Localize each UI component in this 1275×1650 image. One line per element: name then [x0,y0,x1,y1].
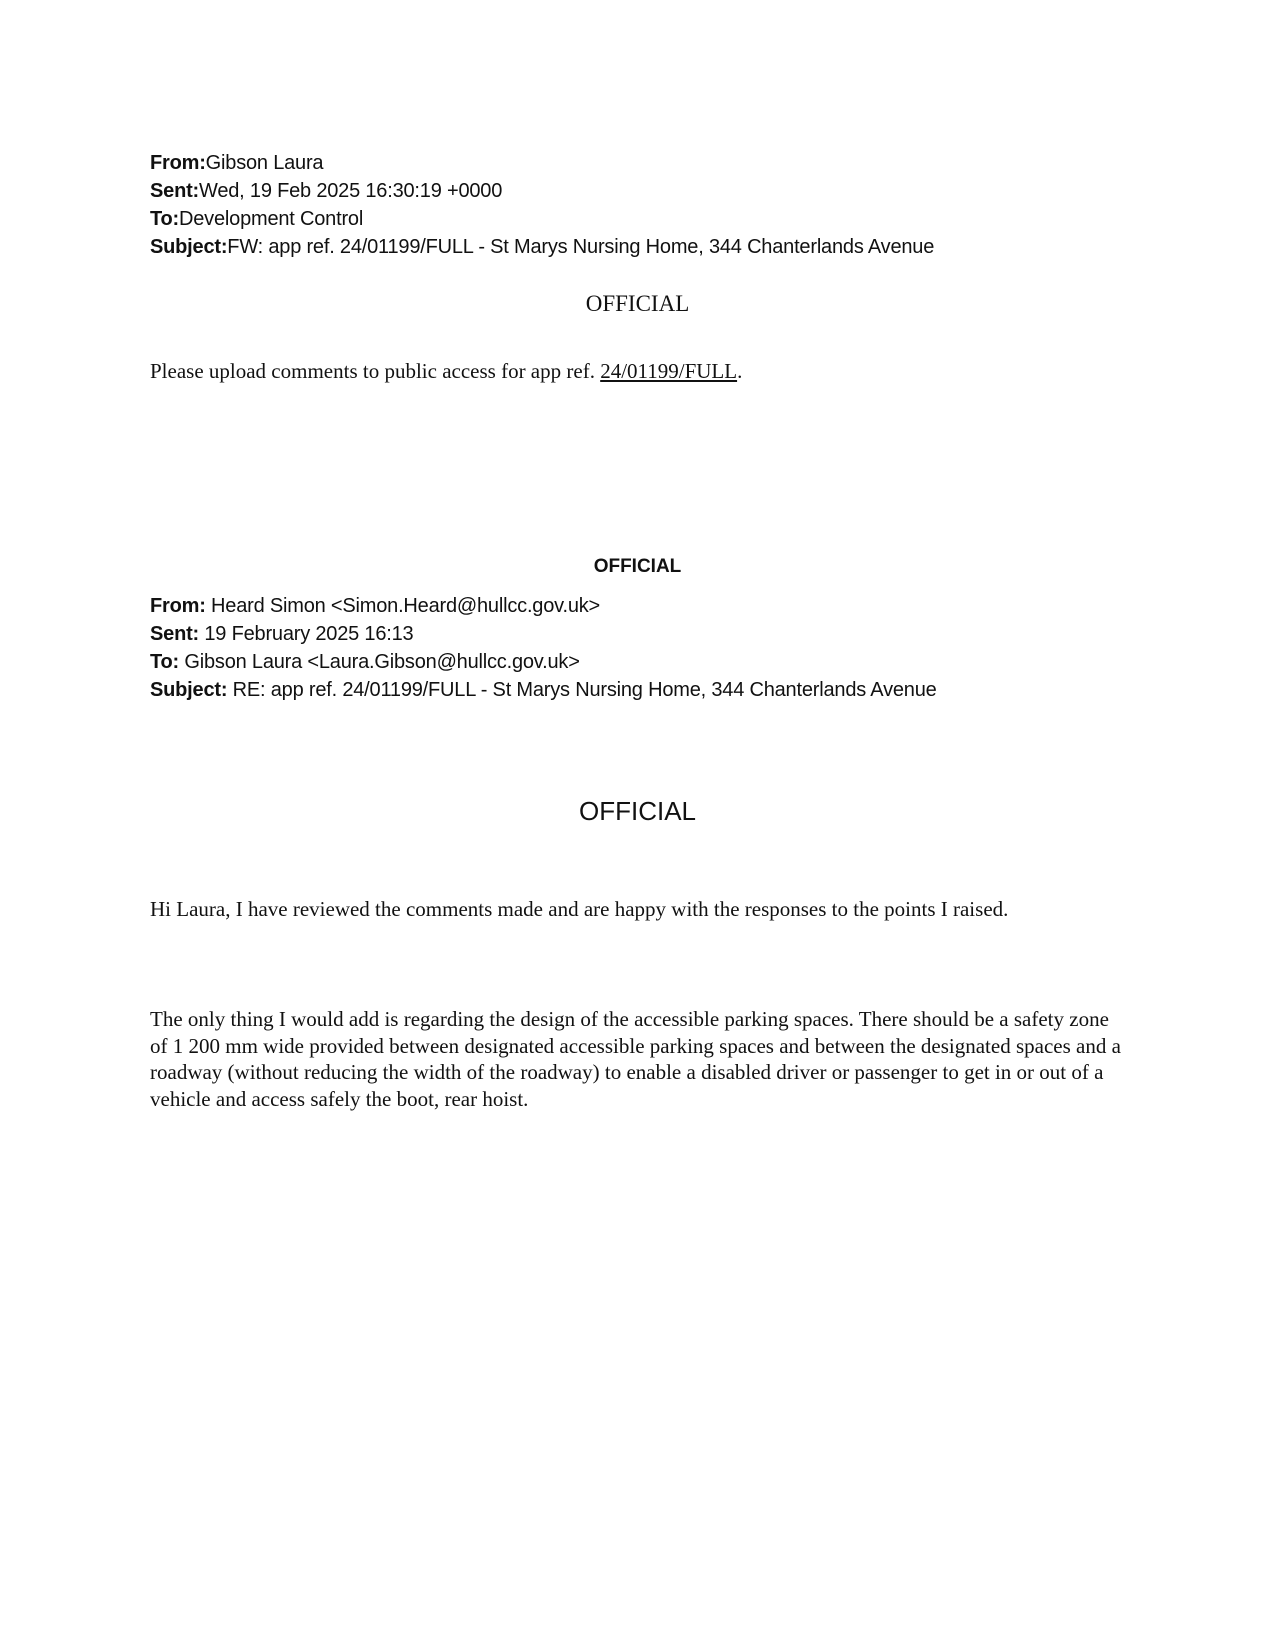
sent-value: 19 February 2025 16:13 [199,623,414,645]
from-label: From: [150,152,206,174]
to-label: To: [150,651,180,673]
classification-marking-bold: OFFICIAL [593,556,682,577]
subject-value: FW: app ref. 24/01199/FULL - St Marys Nursing Home, 344 Chanterlands Avenue [227,236,935,258]
classification-marking: OFFICIAL [585,291,690,316]
reply-paragraph-2: The only thing I would add is regarding the design of the accessible parking spaces. There should be a safety zone of 1 200 mm wide provided between designated accessible parking spaces and between the designated spaces and a roadway (without reducing the width of the roadway) to enable a disabled driver or passenger to get in or out of a vehicle and access safely the boot, rear hoist. [150,1007,1121,1111]
to-value: Gibson Laura <Laura.Gibson@hullcc.gov.uk> [179,651,580,673]
sent-label: Sent: [150,180,200,202]
from-row [150,592,937,620]
subject-label: Subject: [150,236,228,258]
to-row [150,648,937,676]
from-row [150,149,934,177]
app-ref-link[interactable]: 24/01199/FULL [600,359,738,383]
reply-paragraph-1: Hi Laura, I have reviewed the comments made and are happy with the responses to the points I raised. [150,897,1009,921]
email-header-forward [150,149,934,261]
subject-row [150,233,934,261]
to-value: Development Control [179,208,364,230]
upload-request-suffix: . [737,359,743,383]
subject-label: Subject: [150,679,228,701]
classification-marking-large: OFFICIAL [578,796,696,826]
subject-value: RE: app ref. 24/01199/FULL - St Marys Nursing Home, 344 Chanterlands Avenue [227,679,937,701]
to-row [150,205,934,233]
sent-label: Sent: [150,623,200,645]
from-label: From: [150,595,206,617]
from-value: Gibson Laura [205,152,324,174]
from-value: Heard Simon <Simon.Heard@hullcc.gov.uk> [205,595,601,617]
sent-value: Wed, 19 Feb 2025 16:30:19 +0000 [199,180,503,202]
email-header-original [150,592,937,704]
sent-row [150,177,934,205]
to-label: To: [150,208,180,230]
subject-row [150,676,937,704]
upload-request-paragraph [150,358,1130,385]
upload-request-text: Please upload comments to public access for app ref. [150,359,601,383]
sent-row [150,620,937,648]
